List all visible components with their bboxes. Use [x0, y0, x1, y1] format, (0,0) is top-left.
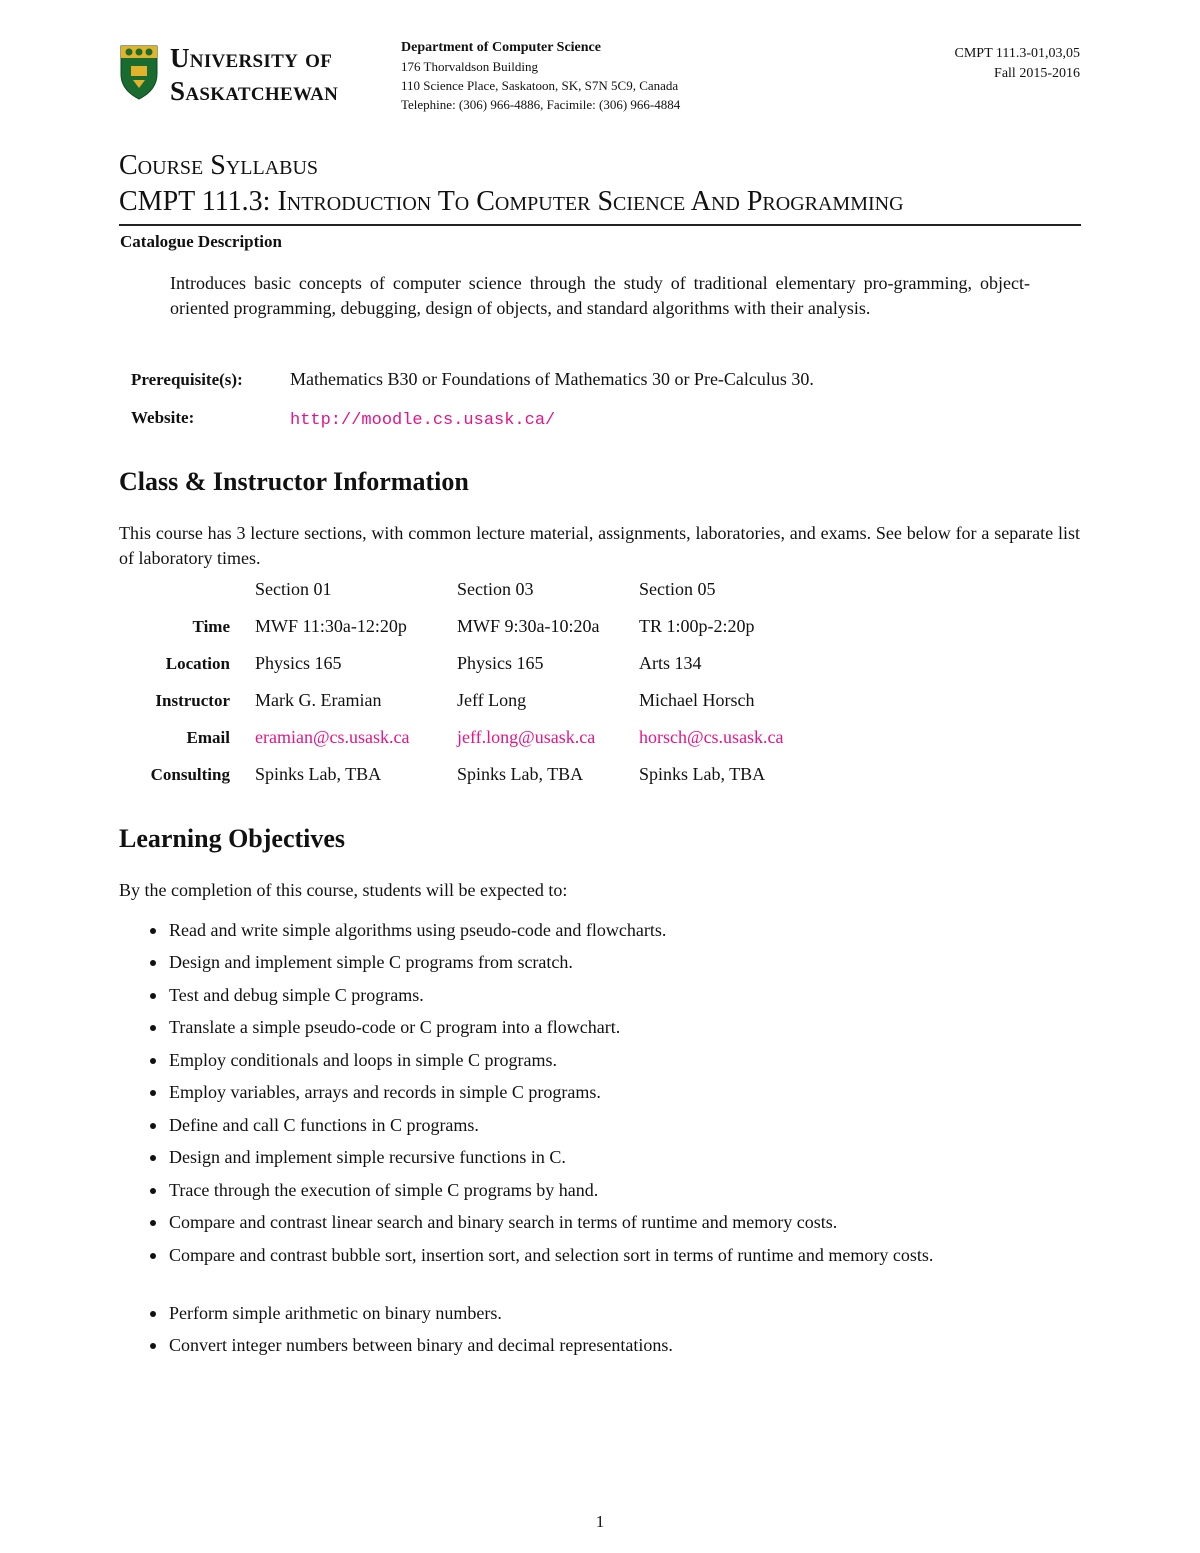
- row-label-time: Time: [192, 617, 230, 636]
- row-label-location: Location: [165, 654, 230, 673]
- term: Fall 2015-2016: [994, 66, 1080, 81]
- table-cell: Spinks Lab, TBA: [457, 764, 584, 784]
- table-cell: Physics 165: [255, 653, 342, 673]
- department-block: [401, 38, 680, 114]
- title-divider: [119, 224, 1081, 226]
- objectives-heading: Learning Objectives: [119, 824, 346, 853]
- table-cell: Mark G. Eramian: [255, 690, 382, 710]
- list-item: Read and write simple algorithms using pseudo-code and flowcharts.: [169, 920, 667, 940]
- catalogue-heading: Catalogue Description: [120, 232, 282, 251]
- email-link[interactable]: eramian@cs.usask.ca: [255, 727, 410, 747]
- list-item: Compare and contrast bubble sort, insertion sort, and selection sort in terms of runtime and memory costs.: [169, 1245, 934, 1265]
- list-item: Define and call C functions in C programs.: [169, 1115, 479, 1135]
- table-cell: MWF 9:30a-10:20a: [457, 616, 600, 636]
- row-label-consulting: Consulting: [150, 765, 230, 784]
- class-info-heading: Class & Instructor Information: [119, 467, 469, 496]
- list-item: Compare and contrast linear search and binary search in terms of runtime and memory costs.: [169, 1212, 838, 1232]
- table-cell: TR 1:00p-2:20p: [639, 616, 755, 636]
- website-label: Website:: [131, 408, 195, 427]
- section-header: Section 05: [639, 579, 716, 599]
- table-cell: Michael Horsch: [639, 690, 755, 710]
- syllabus-title: Course Syllabus: [119, 150, 319, 181]
- row-label-instructor: Instructor: [155, 691, 230, 710]
- list-item: Translate a simple pseudo-code or C program into a flowchart.: [169, 1017, 621, 1037]
- email-link[interactable]: horsch@cs.usask.ca: [639, 727, 784, 747]
- table-cell: Spinks Lab, TBA: [639, 764, 766, 784]
- email-link[interactable]: jeff.long@usask.ca: [457, 727, 596, 747]
- department-name: Department of Computer Science: [401, 40, 601, 55]
- list-item: Trace through the execution of simple C programs by hand.: [169, 1180, 599, 1200]
- table-cell: MWF 11:30a-12:20p: [255, 616, 407, 636]
- objectives-intro: By the completion of this course, students will be expected to:: [119, 880, 568, 900]
- section-header: Section 03: [457, 579, 534, 599]
- row-label-email: Email: [186, 728, 230, 747]
- course-code-block: [955, 44, 1081, 84]
- table-cell: Spinks Lab, TBA: [255, 764, 382, 784]
- table-cell: Arts 134: [639, 653, 702, 673]
- table-cell: Jeff Long: [457, 690, 527, 710]
- prerequisite-value: Mathematics B30 or Foundations of Mathematics 30 or Pre-Calculus 30.: [290, 369, 814, 389]
- list-item: Design and implement simple C programs from scratch.: [169, 952, 573, 972]
- list-item: Employ variables, arrays and records in simple C programs.: [169, 1082, 601, 1102]
- university-name: [170, 44, 338, 110]
- address-line: 176 Thorvaldson Building: [401, 59, 538, 74]
- list-item: Perform simple arithmetic on binary numbers.: [169, 1303, 502, 1323]
- list-item: Design and implement simple recursive functions in C.: [169, 1147, 566, 1167]
- university-name-line1: University of: [170, 43, 333, 73]
- university-name-line2: Saskatchewan: [170, 76, 339, 106]
- prerequisite-label: Prerequisite(s):: [131, 370, 243, 389]
- class-info-intro: This course has 3 lecture sections, with common lecture material, assignments, laboratories, and exams. See below for a separate list of laboratory times.: [119, 523, 1080, 568]
- page-number: 1: [595, 1512, 605, 1531]
- list-item: Test and debug simple C programs.: [169, 985, 424, 1005]
- catalogue-text: Introduces basic concepts of computer science through the study of traditional elementary pro-gramming, object-oriented programming, debugging, design of objects, and standard algorithms with their analysis.: [170, 273, 1030, 318]
- list-item: Employ conditionals and loops in simple C programs.: [169, 1050, 557, 1070]
- course-title: CMPT 111.3: Introduction To Computer Science And Programming: [119, 186, 904, 217]
- section-header: Section 01: [255, 579, 332, 599]
- list-item: Convert integer numbers between binary and decimal representations.: [169, 1335, 673, 1355]
- address-line: Telephine: (306) 966-4886, Facimile: (306) 966-4884: [401, 97, 681, 112]
- website-link[interactable]: http://moodle.cs.usask.ca/: [290, 411, 556, 430]
- course-code: CMPT 111.3-01,03,05: [954, 46, 1080, 61]
- address-line: 110 Science Place, Saskatoon, SK, S7N 5C9, Canada: [401, 78, 679, 93]
- university-crest-icon: [119, 44, 159, 100]
- table-cell: Physics 165: [457, 653, 544, 673]
